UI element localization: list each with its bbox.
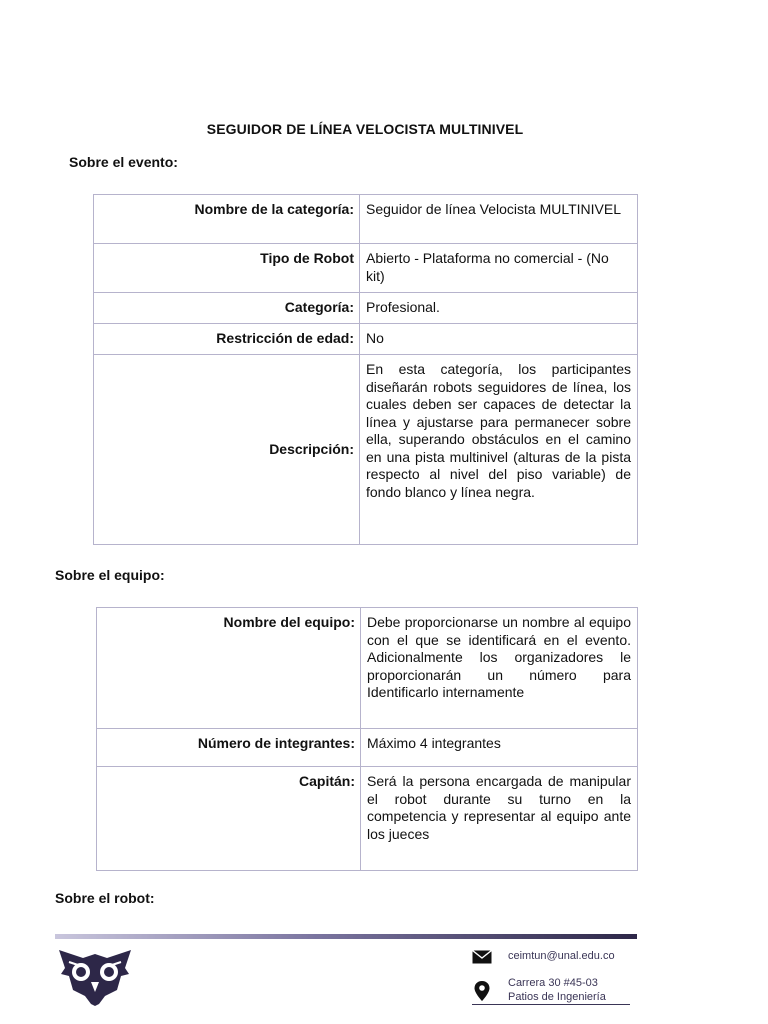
email-icon (472, 950, 492, 964)
location-pin-icon (474, 981, 490, 1001)
table-row (94, 244, 638, 293)
robot-type-label: Tipo de Robot (94, 244, 360, 293)
description-value: En esta categoría, los participantes diseñarán robots seguidores de línea, los cuales deben ser capaces de detectar la línea y ajustarse para permanecer sobre ella, superando obstáculos en el camino en una pista multinivel (alturas de la pista respecto al nivel del piso variable) de fondo blanco y línea negra. (360, 355, 638, 545)
table-row (97, 729, 638, 767)
members-label: Número de integrantes: (97, 729, 361, 767)
address-underline (472, 1004, 630, 1005)
table-row (94, 293, 638, 324)
captain-label: Capitán: (97, 767, 361, 871)
category-label: Categoría: (94, 293, 360, 324)
category-value: Profesional. (360, 293, 638, 324)
event-info-table (93, 194, 638, 545)
captain-value: Será la persona encargada de manipular el robot durante su turno en la competencia y representar al equipo ante los jueces (361, 767, 638, 871)
age-restriction-value: No (360, 324, 638, 355)
table-row (97, 767, 638, 871)
description-label: Descripción: (94, 355, 360, 545)
table-row (97, 608, 638, 729)
address-line-1: Carrera 30 #45-03 (508, 977, 598, 989)
category-name-value: Seguidor de línea Velocista MULTINIVEL (360, 195, 638, 244)
team-name-value: Debe proporcionarse un nombre al equipo con el que se identificará en el evento. Adicionalmente los organizadores le proporcionarán un número para Identificarlo internamente (361, 608, 638, 729)
category-name-label: Nombre de la categoría: (94, 195, 360, 244)
table-row (94, 195, 638, 244)
table-row (94, 355, 638, 545)
age-restriction-label: Restricción de edad: (94, 324, 360, 355)
section-heading-team: Sobre el equipo: (55, 567, 165, 583)
table-row (94, 324, 638, 355)
address-line-2: Patios de Ingeniería (508, 991, 606, 1003)
owl-gear-logo (55, 946, 135, 1006)
team-info-table (96, 607, 638, 871)
contact-email[interactable]: ceimtun@unal.edu.co (508, 950, 615, 962)
page-title: SEGUIDOR DE LÍNEA VELOCISTA MULTINIVEL (206, 121, 524, 137)
members-value: Máximo 4 integrantes (361, 729, 638, 767)
robot-type-value: Abierto - Plataforma no comercial - (No kit) (360, 244, 638, 293)
team-name-label: Nombre del equipo: (97, 608, 361, 729)
footer-divider (55, 934, 637, 939)
section-heading-robot: Sobre el robot: (55, 890, 155, 906)
section-heading-event: Sobre el evento: (69, 154, 178, 170)
